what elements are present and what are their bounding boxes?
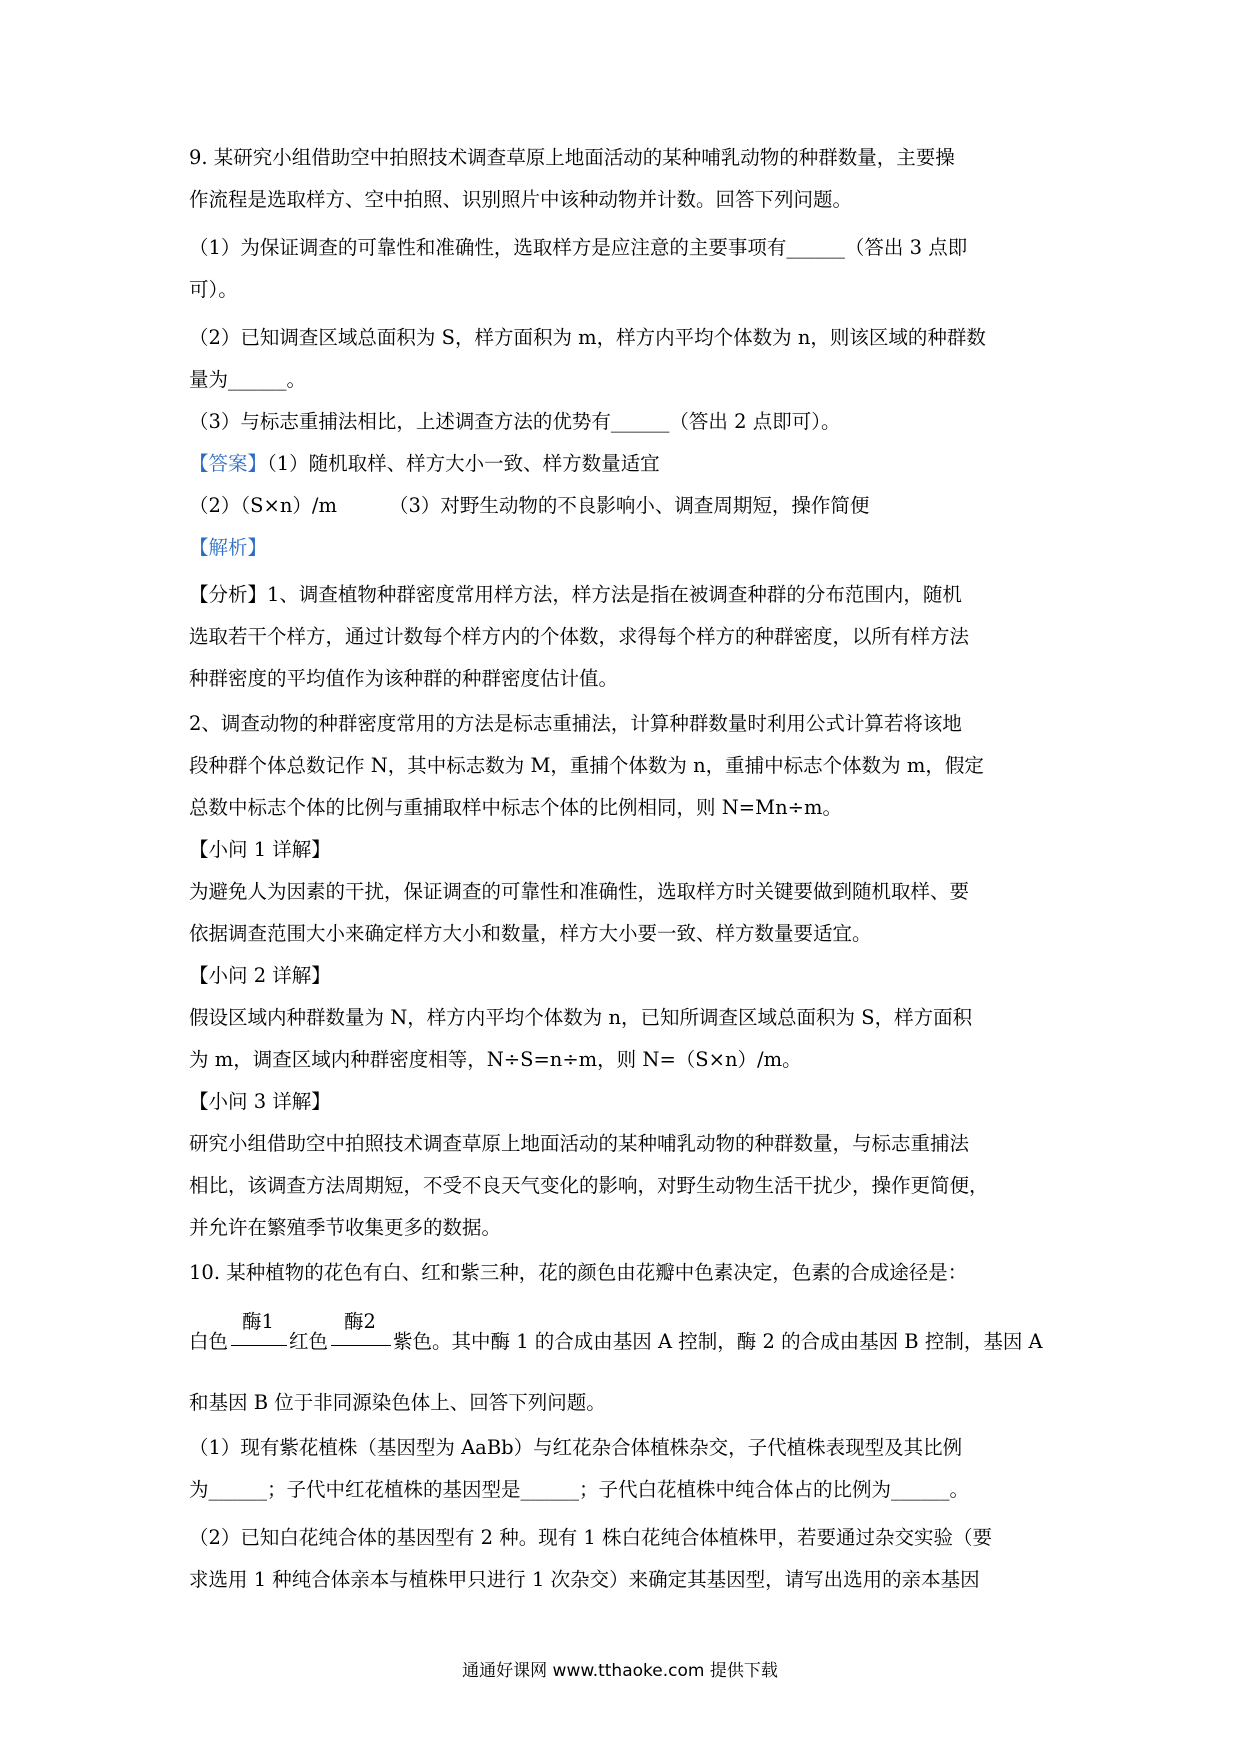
detail3-label: 【小问 3 详解】 [189,1090,331,1113]
q9-stem-line1: 9. 某研究小组借助空中拍照技术调查草原上地面活动的某种哺乳动物的种群数量，主要操 [189,146,955,169]
q9-stem-line2: 作流程是选取样方、空中拍照、识别照片中该种动物并计数。回答下列问题。 [189,188,853,211]
q9-sub1-line2: 可）。 [189,278,238,301]
analysis2-line3: 总数中标志个体的比例与重捕取样中标志个体的比例相同，则 N=Mn÷m。 [189,796,842,819]
detail2-line1: 假设区域内种群数量为 N，样方内平均个体数为 n，已知所调查区域总面积为 S，样方面积 [189,1006,973,1029]
detail1-line1: 为避免人为因素的干扰，保证调查的可靠性和准确性，选取样方时关键要做到随机取样、要 [189,880,970,903]
q10-sub1-line1: （1）现有紫花植株（基因型为 AaBb）与红花杂合体植株杂交，子代植株表现型及其比例 [189,1436,963,1459]
detail3-line3: 并允许在繁殖季节收集更多的数据。 [189,1216,502,1239]
analysis1-line3: 种群密度的平均值作为该种群的种群密度估计值。 [189,667,619,690]
q10-stem-line1: 10. 某种植物的花色有白、红和紫三种，花的颜色由花瓣中色素决定，色素的合成途径是： [189,1261,968,1284]
pigment-pathway [189,1308,1064,1358]
q10-sub2-line1: （2）已知白花纯合体的基因型有 2 种。现有 1 株白花纯合体植株甲，若要通过杂交实验（要 [189,1526,993,1549]
pathway-red: 红色 [289,1330,329,1353]
enzyme2-arrow [329,1310,391,1346]
detail2-label: 【小问 2 详解】 [189,964,331,987]
q9-sub2-line1: （2）已知调查区域总面积为 S，样方面积为 m，样方内平均个体数为 n，则该区域的种群数 [189,326,986,349]
analysis2-line2: 段种群个体总数记作 N，其中标志数为 M，重捕个体数为 n，重捕中标志个体数为 m，假定 [189,754,984,777]
detail1-label: 【小问 1 详解】 [189,838,331,861]
detail3-line2: 相比，该调查方法周期短，不受不良天气变化的影响，对野生动物生活干扰少，操作更简便， [189,1174,989,1197]
detail2-line2: 为 m，调查区域内种群密度相等，N÷S=n÷m，则 N=（S×n）/m。 [189,1048,802,1071]
answer-1: （1）随机取样、样方大小一致、样方数量适宜 [267,452,660,475]
detail1-line2: 依据调查范围大小来确定样方大小和数量，样方大小要一致、样方数量要适宜。 [189,922,872,945]
enzyme1-label: 酶1 [242,1310,274,1333]
q10-stem-line3: 和基因 B 位于非同源染色体上、回答下列问题。 [189,1391,606,1414]
arrow-line [331,1345,391,1346]
q9-answer-line [189,449,1059,479]
q10-sub2-line2: 求选用 1 种纯合体亲本与植株甲只进行 1 次杂交）来确定其基因型，请写出选用的亲本基因 [189,1568,980,1591]
q9-sub1-line1: （1）为保证调查的可靠性和准确性，选取样方是应注意的主要事项有______（答出 3 点即 [189,236,968,259]
answer-label: 【答案】 [189,452,268,475]
q9-sub2-line2: 量为______。 [189,368,307,391]
q10-sub1-line2: 为______；子代中红花植株的基因型是______；子代白花植株中纯合体占的比例为______。 [189,1478,970,1501]
answer-3: （3）对野生动物的不良影响小、调查周期短，操作简便 [389,494,870,517]
answer-2: （2）（S×n）/m [189,494,337,517]
analysis1-line2: 选取若干个样方，通过计数每个样方内的个体数，求得每个样方的种群密度，以所有样方法 [189,625,970,648]
pathway-purple-text: 紫色。其中酶 1 的合成由基因 A 控制，酶 2 的合成由基因 B 控制，基因 A [393,1330,1043,1353]
analysis1-line1: 【分析】1、调查植物种群密度常用样方法，样方法是指在被调查种群的分布范围内，随机 [189,583,962,606]
q9-sub3: （3）与标志重捕法相比，上述调查方法的优势有______（答出 2 点即可）。 [189,410,841,433]
enzyme1-arrow [229,1310,287,1346]
analysis2-line1: 2、调查动物的种群密度常用的方法是标志重捕法，计算种群数量时利用公式计算若将该地 [189,712,962,735]
page-footer: 通通好课网 www.tthaoke.com 提供下载 [462,1661,778,1681]
detail3-line1: 研究小组借助空中拍照技术调查草原上地面活动的某种哺乳动物的种群数量，与标志重捕法 [189,1132,970,1155]
pathway-white: 白色 [189,1330,229,1353]
q9-answer-line2 [189,491,1059,521]
enzyme2-label: 酶2 [344,1310,376,1333]
arrow-line [231,1345,287,1346]
analysis-label: 【解析】 [189,536,268,559]
